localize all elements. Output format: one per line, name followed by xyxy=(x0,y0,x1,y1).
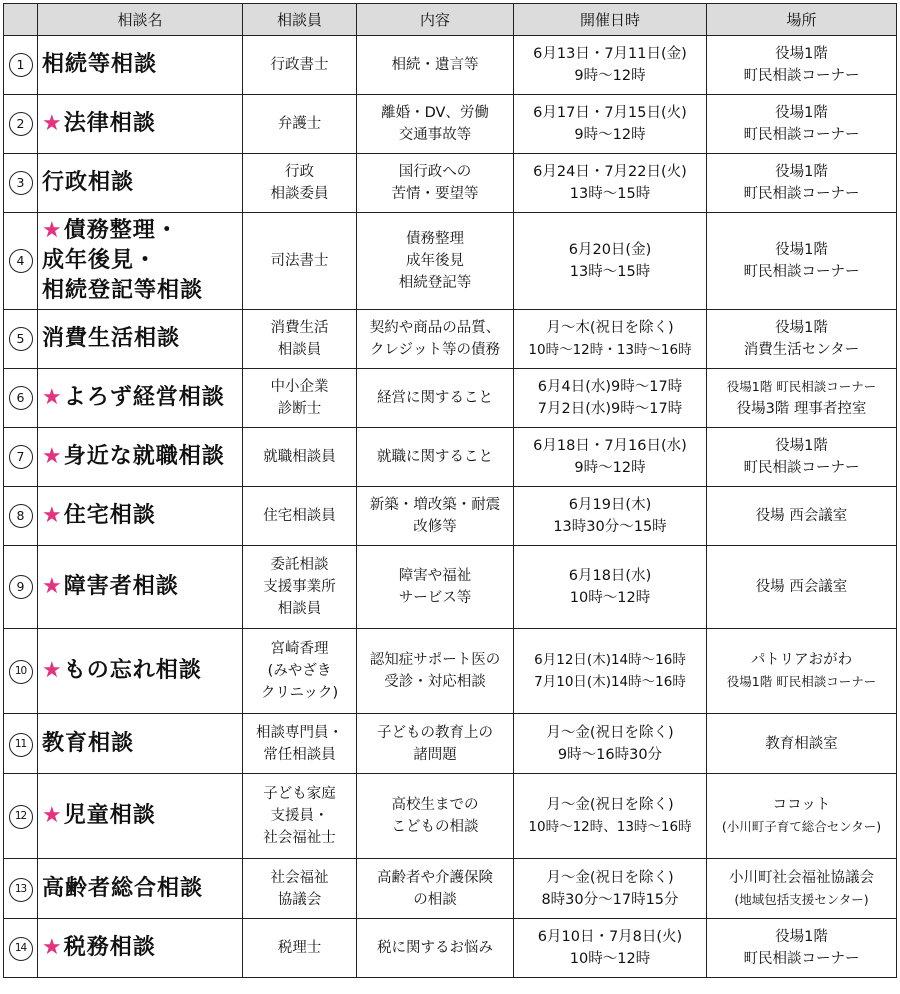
row-number-circle: 2 xyxy=(9,112,33,136)
datetime-line: 6月13日・7月11日(金) xyxy=(533,46,687,62)
staff-line: 常任相談員 xyxy=(263,746,336,763)
datetime-cell xyxy=(514,774,707,859)
table-row xyxy=(4,714,897,774)
consultation-name xyxy=(38,714,243,774)
row-number xyxy=(4,774,38,859)
datetime-cell xyxy=(514,487,707,546)
consultation-name-line: 成年後見・ xyxy=(42,248,158,273)
row-number-circle: 7 xyxy=(9,445,33,469)
consultation-name xyxy=(38,546,243,629)
header-blank xyxy=(4,4,38,36)
header-place: 場所 xyxy=(707,4,897,36)
table-row xyxy=(4,546,897,629)
header-staff: 相談員 xyxy=(243,4,357,36)
datetime-line: 13時30分～15時 xyxy=(553,519,667,535)
content-line: 離婚・DV、労働 xyxy=(381,105,489,121)
datetime-line: 6月18日(水) xyxy=(568,568,652,584)
place-line: 役場1階 xyxy=(775,242,828,258)
row-number-circle: 1 xyxy=(9,53,33,77)
content-line: 相続登記等 xyxy=(398,275,472,291)
row-number-circle: 13 xyxy=(9,878,33,902)
place-cell xyxy=(707,919,897,978)
row-number-circle: 3 xyxy=(9,171,33,195)
row-number xyxy=(4,859,38,919)
consultation-name-line: 税務相談 xyxy=(63,935,156,960)
star-icon: ★ xyxy=(42,574,63,599)
staff-line: 消費生活 xyxy=(270,320,329,336)
content-line: 債務整理 xyxy=(406,231,464,247)
staff-cell xyxy=(243,95,357,154)
row-number xyxy=(4,36,38,95)
staff-line: 相談員 xyxy=(277,601,322,617)
header-name: 相談名 xyxy=(38,4,243,36)
table-row xyxy=(4,154,897,213)
consultation-name-line: 身近な就職相談 xyxy=(63,444,225,469)
datetime-line: 10時～12時、13時～16時 xyxy=(528,819,692,835)
datetime-cell xyxy=(514,36,707,95)
row-number-circle: 9 xyxy=(9,575,33,599)
content-line: 受診・対応相談 xyxy=(384,674,486,690)
content-cell xyxy=(357,95,514,154)
consultation-name xyxy=(38,36,243,95)
place-cell xyxy=(707,95,897,154)
row-number xyxy=(4,310,38,369)
consultation-name-line: 相続登記等相談 xyxy=(42,278,204,303)
table-row xyxy=(4,774,897,859)
table-row xyxy=(4,95,897,154)
staff-line: 社会福祉 xyxy=(270,869,329,886)
staff-line: 中小企業 xyxy=(270,379,329,395)
table-row xyxy=(4,310,897,369)
staff-cell xyxy=(243,546,357,629)
header-row xyxy=(4,4,897,36)
star-icon: ★ xyxy=(42,218,63,243)
staff-cell xyxy=(243,487,357,546)
content-line: 障害や福祉 xyxy=(398,568,472,584)
place-line: 役場 西会議室 xyxy=(755,508,848,524)
content-line: 就職に関すること xyxy=(377,449,493,465)
datetime-cell xyxy=(514,919,707,978)
datetime-line: 月～金(祝日を除く) xyxy=(546,724,674,741)
staff-cell xyxy=(243,859,357,919)
datetime-line: 月～木(祝日を除く) xyxy=(546,320,674,336)
content-line: 国行政への xyxy=(398,164,472,180)
row-number xyxy=(4,629,38,714)
content-line: 苦情・要望等 xyxy=(391,186,479,202)
content-cell xyxy=(357,919,514,978)
datetime-cell xyxy=(514,369,707,428)
consultation-name-line: 教育相談 xyxy=(42,730,135,756)
place-cell xyxy=(707,859,897,919)
content-line: 新築・増改築・耐震 xyxy=(369,497,501,513)
star-icon: ★ xyxy=(42,385,63,410)
place-cell xyxy=(707,213,897,310)
datetime-line: 6月20日(金) xyxy=(568,242,652,258)
staff-line: 社会福祉士 xyxy=(263,830,336,846)
staff-line: (みやざき xyxy=(267,663,332,679)
staff-line: 子ども家庭 xyxy=(263,786,336,802)
staff-line: 委託相談 xyxy=(270,557,329,573)
staff-line: 就職相談員 xyxy=(263,449,336,465)
datetime-line: 13時～15時 xyxy=(569,264,651,280)
place-cell xyxy=(707,487,897,546)
place-cell xyxy=(707,154,897,213)
datetime-cell xyxy=(514,310,707,369)
table-row xyxy=(4,859,897,919)
content-line: クレジット等の債務 xyxy=(369,342,501,358)
header-datetime: 開催日時 xyxy=(514,4,707,36)
staff-cell xyxy=(243,774,357,859)
consultation-name xyxy=(38,629,243,714)
content-line: 子どもの教育上の xyxy=(377,724,493,741)
content-cell xyxy=(357,36,514,95)
place-cell xyxy=(707,369,897,428)
datetime-line: 9時～12時 xyxy=(574,127,646,143)
datetime-line: 6月17日・7月15日(火) xyxy=(533,105,687,121)
place-cell xyxy=(707,629,897,714)
star-icon: ★ xyxy=(42,444,63,469)
content-line: こどもの相談 xyxy=(391,819,479,835)
content-line: 経営に関すること xyxy=(377,390,493,406)
datetime-line: 6月19日(木) xyxy=(568,497,652,513)
row-number xyxy=(4,546,38,629)
content-line: サービス等 xyxy=(398,590,472,606)
table-row xyxy=(4,369,897,428)
content-line: 高齢者や介護保険 xyxy=(377,869,493,886)
place-cell xyxy=(707,714,897,774)
content-line: 高校生までの xyxy=(391,797,479,813)
staff-line: 相談専門員・ xyxy=(256,724,343,741)
datetime-cell xyxy=(514,95,707,154)
place-line: 役場1階 xyxy=(775,929,828,945)
consultation-name-line: 障害者相談 xyxy=(63,574,179,599)
row-number-circle: 5 xyxy=(9,327,33,351)
place-line: 町民相談コーナー xyxy=(743,186,860,202)
content-cell xyxy=(357,714,514,774)
star-icon: ★ xyxy=(42,803,63,828)
staff-cell xyxy=(243,919,357,978)
place-line: 役場 西会議室 xyxy=(755,579,848,595)
content-line: 改修等 xyxy=(413,519,457,535)
place-line: 小川町社会福祉協議会 xyxy=(729,869,874,886)
place-line: 教育相談室 xyxy=(765,735,838,752)
staff-line: 行政書士 xyxy=(270,57,329,73)
row-number xyxy=(4,428,38,487)
place-line: (地域包括支援センター) xyxy=(734,891,869,907)
staff-line: 行政 xyxy=(285,164,314,180)
place-line: 役場1階 xyxy=(775,164,828,180)
consultation-name-line: 消費生活相談 xyxy=(42,326,181,351)
place-line: ココット xyxy=(772,797,831,813)
datetime-line: 7月10日(木)14時～16時 xyxy=(534,674,686,690)
place-cell xyxy=(707,774,897,859)
content-line: 交通事故等 xyxy=(398,127,472,143)
place-line: 役場1階 xyxy=(775,438,828,454)
datetime-cell xyxy=(514,213,707,310)
content-line: 税に関するお悩み xyxy=(377,940,493,956)
consultation-name-line: 高齢者総合相談 xyxy=(42,875,204,901)
content-line: 認知症サポート医の xyxy=(369,652,501,668)
star-icon: ★ xyxy=(42,658,63,683)
staff-cell xyxy=(243,36,357,95)
staff-cell xyxy=(243,154,357,213)
consultation-name-line: よろず経営相談 xyxy=(63,385,225,410)
datetime-line: 6月18日・7月16日(水) xyxy=(533,438,687,454)
staff-line: 住宅相談員 xyxy=(263,508,336,524)
content-line: 契約や商品の品質、 xyxy=(369,320,501,336)
table-body xyxy=(4,36,897,978)
place-line: 役場1階 町民相談コーナー xyxy=(726,379,877,394)
consultation-name-line: もの忘れ相談 xyxy=(63,658,202,683)
content-cell xyxy=(357,629,514,714)
consultation-name xyxy=(38,774,243,859)
table-row xyxy=(4,36,897,95)
consultation-name xyxy=(38,310,243,369)
place-cell xyxy=(707,310,897,369)
staff-line: クリニック) xyxy=(260,685,339,701)
datetime-line: 9時～16時30分 xyxy=(557,746,663,763)
staff-line: 相談委員 xyxy=(270,186,329,202)
table-row xyxy=(4,487,897,546)
datetime-cell xyxy=(514,629,707,714)
place-line: 消費生活センター xyxy=(743,342,860,358)
place-line: 町民相談コーナー xyxy=(743,460,860,476)
row-number-circle: 4 xyxy=(9,249,33,273)
staff-line: 相談員 xyxy=(277,342,322,358)
place-line: 町民相談コーナー xyxy=(743,68,860,84)
datetime-line: 6月24日・7月22日(火) xyxy=(533,164,687,180)
content-line: 諸問題 xyxy=(413,746,457,763)
staff-cell xyxy=(243,369,357,428)
consultation-name-line: 行政相談 xyxy=(42,170,135,195)
place-line: 役場3階 理事者控室 xyxy=(736,401,867,417)
place-line: (小川町子育て総合センター) xyxy=(721,819,882,834)
star-icon: ★ xyxy=(42,503,63,528)
table-row xyxy=(4,428,897,487)
staff-line: 宮崎香理 xyxy=(270,641,329,657)
consultation-name-line: 児童相談 xyxy=(63,803,156,828)
place-cell xyxy=(707,36,897,95)
place-line: 役場1階 xyxy=(775,105,828,121)
place-line: 町民相談コーナー xyxy=(743,951,860,967)
datetime-line: 月～金(祝日を除く) xyxy=(546,869,674,886)
content-cell xyxy=(357,487,514,546)
datetime-line: 9時～12時 xyxy=(574,68,646,84)
staff-cell xyxy=(243,310,357,369)
datetime-cell xyxy=(514,154,707,213)
content-cell xyxy=(357,774,514,859)
staff-line: 弁護士 xyxy=(277,116,322,132)
consultation-name xyxy=(38,487,243,546)
datetime-line: 10時～12時 xyxy=(569,951,651,967)
datetime-cell xyxy=(514,859,707,919)
place-line: 町民相談コーナー xyxy=(743,264,860,280)
datetime-line: 9時～12時 xyxy=(574,460,646,476)
consultation-name xyxy=(38,369,243,428)
consultation-table xyxy=(3,3,897,978)
row-number xyxy=(4,95,38,154)
consultation-name xyxy=(38,859,243,919)
staff-line: 支援員・ xyxy=(270,808,329,824)
staff-line: 税理士 xyxy=(277,940,322,956)
row-number xyxy=(4,487,38,546)
datetime-line: 10時～12時・13時～16時 xyxy=(528,342,692,358)
content-cell xyxy=(357,369,514,428)
row-number xyxy=(4,369,38,428)
datetime-line: 6月4日(水)9時～17時 xyxy=(537,379,683,395)
datetime-line: 10時～12時 xyxy=(569,590,651,606)
staff-line: 診断士 xyxy=(277,401,322,417)
content-line: 相続・遺言等 xyxy=(391,57,479,73)
place-line: 役場1階 xyxy=(775,320,828,336)
consultation-name xyxy=(38,919,243,978)
datetime-cell xyxy=(514,428,707,487)
consultation-name xyxy=(38,95,243,154)
staff-line: 司法書士 xyxy=(270,253,329,269)
header-content: 内容 xyxy=(357,4,514,36)
consultation-name-line: 住宅相談 xyxy=(63,503,156,528)
content-cell xyxy=(357,428,514,487)
row-number-circle: 11 xyxy=(9,733,33,757)
place-line: 町民相談コーナー xyxy=(743,127,860,143)
row-number-circle: 10 xyxy=(9,660,33,684)
datetime-line: 月～金(祝日を除く) xyxy=(546,797,674,813)
star-icon: ★ xyxy=(42,935,63,960)
row-number xyxy=(4,154,38,213)
content-cell xyxy=(357,154,514,213)
row-number xyxy=(4,919,38,978)
content-cell xyxy=(357,310,514,369)
staff-cell xyxy=(243,428,357,487)
row-number-circle: 14 xyxy=(9,937,33,961)
consultation-name-line: 債務整理・ xyxy=(63,218,179,243)
consultation-name-line: 法律相談 xyxy=(63,111,156,136)
row-number xyxy=(4,213,38,310)
datetime-line: 6月10日・7月8日(火) xyxy=(537,929,683,945)
table-row xyxy=(4,213,897,310)
place-line: 役場1階 町民相談コーナー xyxy=(726,674,877,689)
staff-cell xyxy=(243,213,357,310)
consultation-name xyxy=(38,428,243,487)
datetime-line: 6月12日(木)14時～16時 xyxy=(534,652,686,668)
staff-cell xyxy=(243,629,357,714)
row-number-circle: 8 xyxy=(9,504,33,528)
consultation-name-line: 相続等相談 xyxy=(42,52,158,77)
table-row xyxy=(4,629,897,714)
content-cell xyxy=(357,213,514,310)
place-cell xyxy=(707,546,897,629)
staff-cell xyxy=(243,714,357,774)
row-number-circle: 6 xyxy=(9,386,33,410)
datetime-cell xyxy=(514,546,707,629)
staff-line: 協議会 xyxy=(277,891,322,908)
content-cell xyxy=(357,546,514,629)
consultation-name xyxy=(38,213,243,310)
place-line: 役場1階 xyxy=(775,46,828,62)
table-row xyxy=(4,919,897,978)
content-cell xyxy=(357,859,514,919)
content-line: 成年後見 xyxy=(406,253,464,269)
consultation-name xyxy=(38,154,243,213)
staff-line: 支援事業所 xyxy=(263,579,336,595)
place-cell xyxy=(707,428,897,487)
row-number xyxy=(4,714,38,774)
datetime-line: 13時～15時 xyxy=(569,186,651,202)
star-icon: ★ xyxy=(42,111,63,136)
row-number-circle: 12 xyxy=(9,805,33,829)
content-line: の相談 xyxy=(413,891,457,908)
datetime-line: 7月2日(水)9時～17時 xyxy=(537,401,683,417)
place-line: パトリアおがわ xyxy=(750,652,853,668)
datetime-line: 8時30分～17時15分 xyxy=(541,891,679,908)
datetime-cell xyxy=(514,714,707,774)
